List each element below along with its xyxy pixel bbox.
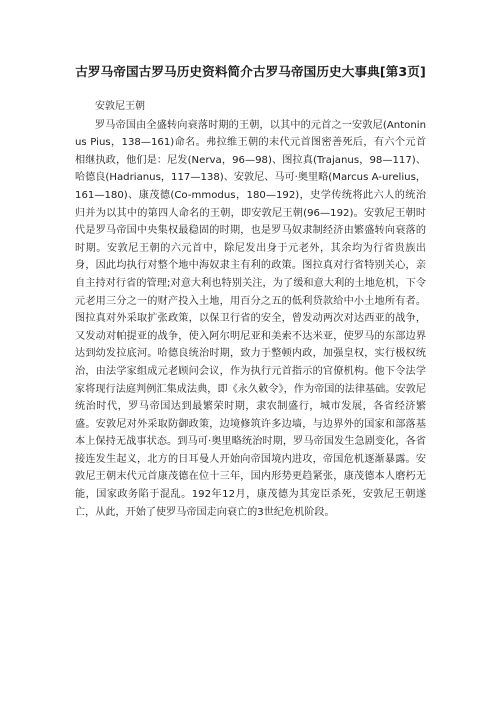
page-title: 古罗马帝国古罗马历史资料简介古罗马帝国历史大事典[第3页] <box>75 64 426 79</box>
body-paragraph: 罗马帝国由全盛转向衰落时期的王朝，以其中的元首之一安敦尼(Antoninus Pius，138—161)命名。弗拉维王朝的末代元首图密善死后，有六个元首相继执政，他们是：尼发(Nerva，96—98)、图拉真(Trajanus，98—117)、哈德良(Hadrianus，117—138)、安敦尼、马可·奥里略(Marcus A-urelius，161—180)、康茂德(Co-mmodus，180—192)，史学传统将此六人的统治归并为以其中的第四人命名的王朝，即安敦尼王朝(96—192)。安敦尼王朝时代是罗马帝国中央集权最稳固的时期，也是罗马奴隶制经济由繁盛转向衰落的时期。安敦尼王朝的六元首中，除尼发出身于元老外，其余均为行省贵族出身，因此均执行对整个地中海奴隶主有利的政策。图拉真对行省特别关心，亲自主持对行省的管理;对意大利也特别关注，为了缓和意大利的土地危机，下令元老用三分之一的财产投入土地，用百分之五的低利贷款给中小土地所有者。图拉真对外采取扩张政策，以保卫行省的安全，曾发动两次对达西亚的战争，又发动对帕提亚的战争，使入阿尔明尼亚和美索不达米亚，使罗马的东部边界达到幼发拉底河。哈德良统治时期，致力于整顿内政，加强皇权，实行极权统治，由法学家组成元老顾问会议，作为执行元首指示的官僚机构。他下令法学家将现行法庭判例汇集成法典，即《永久敕令》，作为帝国的法律基础。安敦尼统治时代，罗马帝国达到最繁荣时期，隶农制盛行，城市发展，各省经济繁盛。安敦尼对外采取防御政策，边境修筑许多边墙，与边界外的国家和部落基本上保持无战事状态。到马可·奥里略统治时期，罗马帝国发生急剧变化，各省接连发生起义，北方的日耳曼人开始向帝国境内进攻，帝国危机逐渐暴露。安敦尼王朝末代元首康茂德在位十三年，国内形势更趋紧张，康茂德本人磨朽无能，国家政务陷于混乱。192年12月，康茂德为其宠臣杀死，安敦尼王朝遂亡，从此，开始了使罗马帝国走向衰亡的3世纪危机阶段。 <box>75 119 426 518</box>
section-heading: 安敦尼王朝 <box>95 101 145 112</box>
